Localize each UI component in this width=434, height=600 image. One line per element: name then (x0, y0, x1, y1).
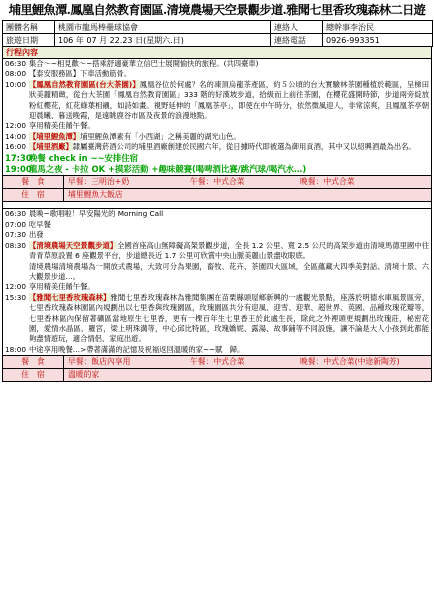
row-time: 18:00 (5, 344, 27, 354)
row-time (5, 262, 29, 283)
schedule-row (3, 164, 431, 175)
row-time: 08:30 (5, 240, 27, 250)
row-text (29, 59, 429, 69)
schedule-row (3, 80, 431, 122)
destination-label: 【清境農場天空景觀步道】 (29, 240, 118, 250)
row-text (29, 153, 429, 164)
row-time: 07:00 (5, 219, 27, 229)
stay-value: 溫暖的家 (68, 370, 100, 380)
row-description: 龍馬之夜 - 卡拉 OK +摸彩活動 +趣味競賽(喝啤酒比賽/跳汽球/喝汽水…) (29, 164, 307, 175)
schedule-row (3, 282, 431, 292)
day2-meals (3, 355, 431, 368)
row-description: 隸屬臺灣菸酒公司的埔里酒廠創建於民國六年，從日據時代即被選為御用貢酒，其中又以紹興酒最為出名。 (72, 142, 416, 152)
row-text (29, 293, 429, 345)
row-description: 清境農場清境農場為一開放式農場，大致可分為果園，畜牧、花卉、茶園四大區域，全區蘊藏大四季美對話、清境十景、六大觀景步道…。 (29, 261, 429, 281)
date-label: 旅遊日期 (3, 34, 55, 47)
page-title: 埔里鯉魚潭.鳳凰自然教育園區.清境農場天空景觀步道.雅聞七里香玫瑰森林二日遊 (8, 3, 426, 17)
destination-label: 【埔里鯉魚潭】 (29, 131, 81, 141)
day-gap (3, 201, 431, 208)
row-description: 全國首座高山無障礙高架景觀步道，全長 1.2 公里、寬 2.5 公尺的高架步道由清境馬德里國中往青青草原設置 6 座觀景平台，步道總長近 1.7 公里可欣賞中央山脈美麗山景盡收眼底。 (29, 240, 430, 261)
row-time: 17:30 (5, 152, 32, 163)
day1-stay (3, 188, 431, 201)
row-text (29, 230, 429, 240)
row-text (29, 121, 429, 131)
row-description: 中途享用晚餐…>帶著滿滿的記憶及祝福返回溫暖的家~~賦 歸。 (29, 344, 245, 354)
row-text (29, 80, 429, 122)
schedule-row (3, 132, 431, 142)
schedule-row (3, 220, 431, 230)
row-time: 10:00 (5, 79, 27, 89)
row-time: 14:00 (5, 131, 27, 141)
row-time: 19:00 (5, 164, 32, 175)
meals-label: 餐 食 (3, 176, 64, 188)
itinerary-page (2, 0, 432, 382)
schedule-row (3, 230, 431, 240)
stay-value: 埔里鯉魚大飯店 (68, 190, 123, 200)
schedule-row (3, 241, 431, 262)
row-text (29, 142, 429, 152)
day1-meals (3, 175, 431, 188)
row-time: 16:00 (5, 142, 27, 152)
row-text (29, 220, 429, 230)
lunch: 午餐：中式合菜 (190, 177, 245, 187)
row-description: 雅聞七里香玫瑰森林為雅聞集團在苗栗縣頭屋鄉新興的一處觀光景點，座落於明德水庫風景區旁，七里香玫瑰森林園區內規劃出以七里香與玫瑰園區，玫瑰園區共分有迎風、迎雪、迎華、超世界、英國、品種玫瑰花瓣等，七里香林區內保留著礦區當地原生七里香，更有一棵百年生七里香王於此處生長，除此之外裡頭更規劃出玫瑰莊，秘密花園，愛情水晶區、羅宮，梁上明珠溝等，中心邱比特區，玫瑰嬌妮、露湯、故事鋪等不同設施，讓不論是大人小孩到此都能夠盡情遊玩，適合情侶、家庭出遊。 (29, 292, 430, 344)
row-time: 07:30 (5, 230, 27, 240)
row-text (29, 164, 429, 175)
day2-stay (3, 368, 431, 381)
schedule-row (3, 345, 431, 355)
day1-rows (3, 59, 431, 175)
row-text (29, 345, 429, 355)
meals-label: 餐 食 (3, 356, 64, 368)
day2-rows (3, 208, 431, 355)
destination-label: 【鳳凰自然教育園區(台大茶園)】 (29, 79, 140, 89)
schedule-row (3, 69, 431, 79)
group-value: 桃園市龍馬棒壘球協會 (55, 21, 271, 34)
row-time: 06:30 (5, 59, 27, 68)
dinner: 晚餐：中式合菜(中途新陶芳) (300, 357, 400, 367)
schedule-row (3, 142, 431, 152)
row-description: 享用精美佳餚午餐。 (29, 282, 95, 292)
section-header: 行程內容 (3, 47, 431, 59)
phone-label: 連絡電話 (271, 34, 323, 47)
schedule-row (3, 121, 431, 131)
row-time: 12:00 (5, 282, 27, 292)
row-text (29, 69, 429, 79)
breakfast: 早餐：飯店內享用 (68, 357, 131, 367)
lunch: 午餐：中式合菜 (190, 357, 245, 367)
contact-value: 總幹事李治民 (323, 21, 433, 34)
row-text (29, 132, 429, 142)
row-time: 08:00 (5, 69, 27, 79)
breakfast: 早餐：三明治+奶 (68, 177, 130, 187)
destination-label: 【埔里酒廠】 (29, 142, 73, 152)
schedule-row (3, 262, 431, 283)
phone-value: 0926-993351 (323, 34, 433, 47)
row-description: 【泰安服務區】下車活動筋骨。 (29, 69, 132, 79)
schedule-row (3, 209, 431, 219)
row-time: 06:30 (5, 209, 27, 219)
date-value: 106 年 07 月 22.23 日(星期六.日) (55, 34, 271, 47)
schedule-row (3, 293, 431, 345)
row-text (29, 209, 429, 219)
row-text (29, 282, 429, 292)
row-description: 埔里鯉魚潭素有「小西湖」之稱美麗的湖光山色。 (80, 131, 241, 141)
row-text (29, 241, 429, 262)
schedule-row (3, 153, 431, 164)
group-label: 團體名稱 (3, 21, 55, 34)
contact-label: 連絡人 (271, 21, 323, 34)
row-time: 15:30 (5, 292, 27, 302)
row-description: 出發 (29, 230, 44, 240)
row-text (29, 262, 429, 283)
schedule (2, 47, 432, 382)
row-time: 12:00 (5, 121, 27, 131)
row-description: 晨喚~歌唱啦！早安陽光的 Morning Call (29, 209, 164, 219)
stay-label: 住 宿 (3, 369, 64, 381)
stay-label: 住 宿 (3, 189, 64, 201)
destination-label: 【雅聞七里香玫瑰森林】 (29, 292, 111, 302)
schedule-row (3, 59, 431, 69)
row-description: 晚餐 check in ~~安排住宿 (29, 152, 139, 163)
dinner: 晚餐：中式合菜 (300, 177, 355, 187)
row-description: 鳳凰谷位於何處？名的凍頂烏龍茶產區，約５公頃的台大實驗林茶園種植於範區，呈梯田狀美麗精緻，從台大茶園「鳳凰自然教育園區」333 階的好漢坡步道，拾級而上前往茶園，在櫻花盛開時節，步道兩旁綻放粉紅櫻花，紅花綠葉相襯，如詩如畫。視野延伸的「鳳凰茶亭」，即使在中午時分，依然微風迎人，非常涼爽，且鳳凰茶亭朝迎晨曦、暮送晚霞，是遠眺鹿谷市區及夜景的浪漫地點。 (29, 79, 429, 121)
info-table (2, 20, 433, 47)
row-description: 吃早餐 (29, 219, 51, 229)
row-description: 享用精美佳餚午餐。 (29, 121, 95, 131)
row-description: 集合～~相見歡～~搭乘舒適豪華立信巴士展開愉快的旅程。(共四臺車) (29, 59, 259, 68)
